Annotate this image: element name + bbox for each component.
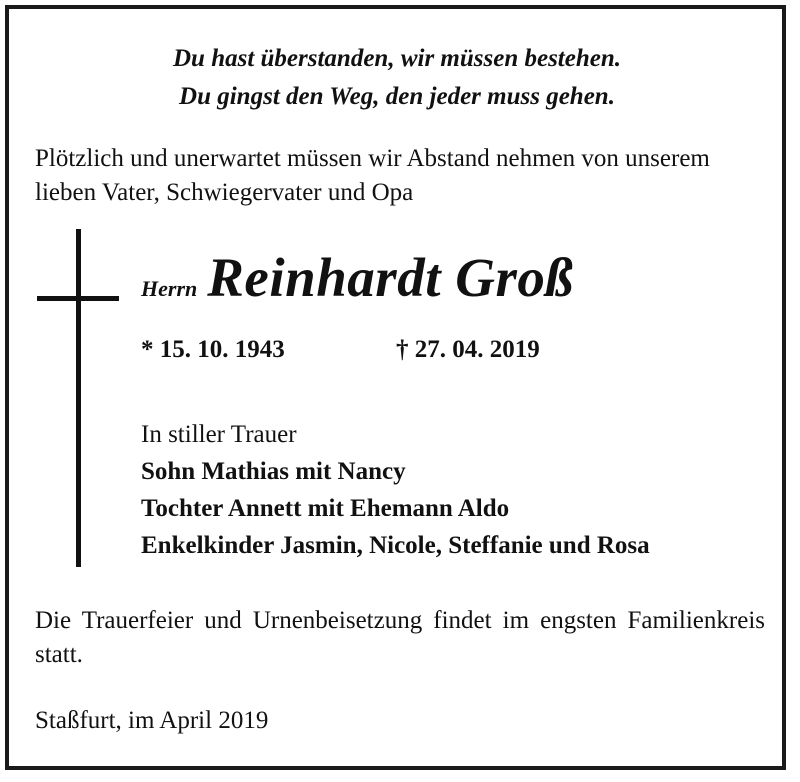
motto xyxy=(0,40,800,116)
mourner-line: Enkelkinder Jasmin, Nicole, Steffanie und Rosa xyxy=(141,532,650,559)
place-date: Staßfurt, im April 2019 xyxy=(35,707,269,734)
cross-icon-vertical xyxy=(76,229,81,567)
life-dates xyxy=(141,336,540,364)
mourner-line: Tochter Annett mit Ehemann Aldo xyxy=(141,495,510,522)
deceased-name: Reinhardt Groß xyxy=(207,247,574,308)
birth-date: * 15. 10. 1943 xyxy=(141,336,285,363)
honorific: Herrn xyxy=(141,276,198,301)
intro-text: Plötzlich und unerwartet müssen wir Abstand nehmen von unserem lieben Vater, Schwiegervater und Opa xyxy=(35,145,710,206)
mourner-line: Sohn Mathias mit Nancy xyxy=(141,458,406,485)
motto-line-2: Du gingst den Weg, den jeder muss gehen. xyxy=(179,83,615,110)
mourners-heading: In stiller Trauer xyxy=(141,421,297,448)
motto-line-1: Du hast überstanden, wir müssen bestehen. xyxy=(172,45,622,72)
death-date: † 27. 04. 2019 xyxy=(396,336,540,363)
deceased-name-line xyxy=(141,246,573,309)
ceremony-text: Die Trauerfeier und Urnenbeisetzung findet im engsten Familienkreis statt. xyxy=(35,607,765,668)
cross-icon-horizontal xyxy=(37,296,119,301)
mourners-block xyxy=(141,416,650,564)
